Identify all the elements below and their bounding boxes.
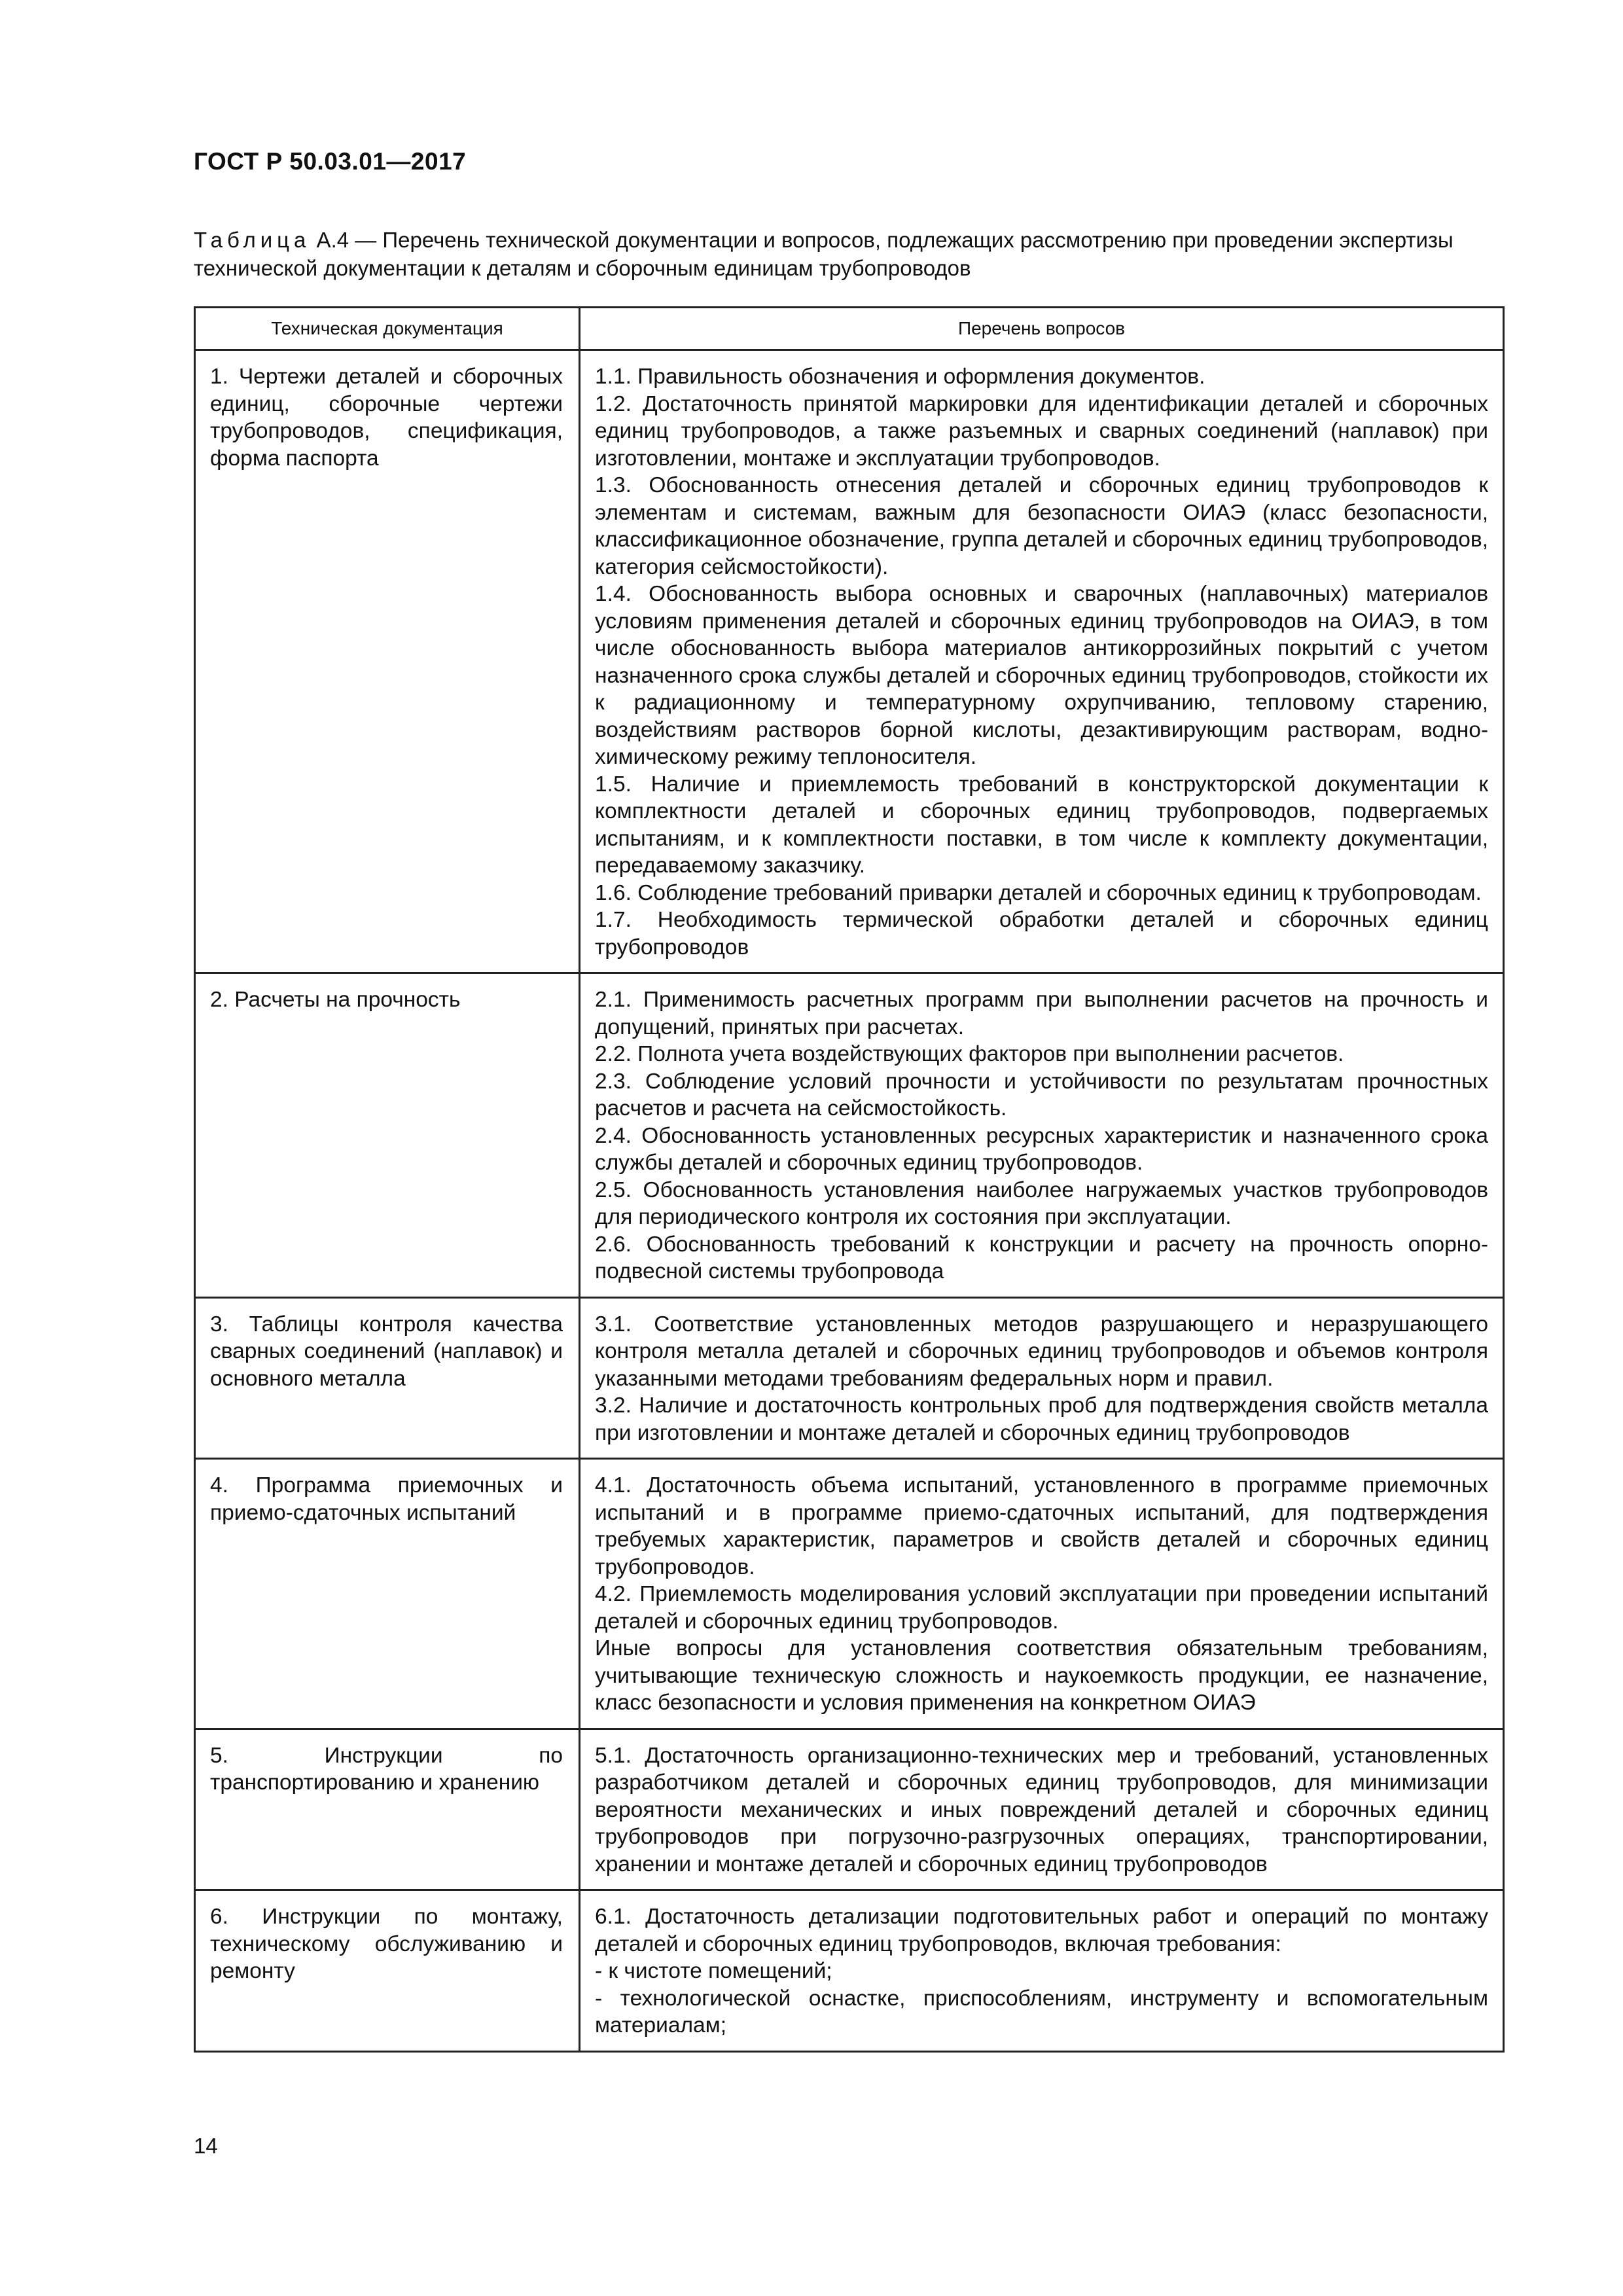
question-item: 1.1. Правильность обозначения и оформления документов. xyxy=(595,365,1205,389)
column-header-documentation: Техническая документация xyxy=(195,308,580,350)
question-item: 1.7. Необходимость термической обработки деталей и сборочных единиц трубопроводов xyxy=(595,908,1488,960)
question-item: 2.5. Обоснованность установления наиболее нагружаемых участков трубопроводов для периодического контроля их состояния при эксплуатации. xyxy=(595,1177,1488,1229)
documentation-cell: 4. Программа приемочных и приемо-сдаточных испытаний xyxy=(195,1459,580,1729)
question-item: 2.4. Обоснованность установленных ресурсных характеристик и назначенного срока службы деталей и сборочных единиц трубопроводов. xyxy=(595,1123,1488,1175)
question-item: 4.1. Достаточность объема испытаний, установленного в программе приемочных испытаний и в программе приемо-сдаточных испытаний, для подтверждения требуемых характеристик, параметров и свойств деталей и сборочных единиц трубопроводов. xyxy=(595,1473,1488,1579)
questions-cell xyxy=(580,1297,1504,1459)
documentation-cell: 2. Расчеты на прочность xyxy=(195,973,580,1298)
table-caption-label: Таблица xyxy=(194,228,311,252)
question-item: 2.1. Применимость расчетных программ при выполнении расчетов на прочность и допущений, принятых при расчетах. xyxy=(595,988,1488,1039)
table-row xyxy=(195,1459,1504,1729)
documentation-cell: 5. Инструкции по транспортированию и хранению xyxy=(195,1729,580,1890)
column-header-questions: Перечень вопросов xyxy=(580,308,1504,350)
table-row xyxy=(195,973,1504,1298)
table-row xyxy=(195,1729,1504,1890)
questions-cell xyxy=(580,973,1504,1298)
question-item: 2.6. Обоснованность требований к конструкции и расчету на прочность опорно-подвесной системы трубопровода xyxy=(595,1232,1488,1283)
table-caption-text: А.4 — Перечень технической документации и вопросов, подлежащих рассмотрению при проведении экспертизы технической документации к деталям и сборочным единицам трубопроводов xyxy=(194,228,1454,280)
documentation-table xyxy=(194,306,1505,2053)
question-item: 5.1. Достаточность организационно-технических мер и требований, установленных разработчиком деталей и сборочных единиц трубопроводов, для минимизации вероятности механических и иных повреждений деталей и сборочных единиц трубопроводов при погрузочно-разгрузочных операциях, транспортировании, хранении и монтаже деталей и сборочных единиц трубопроводов xyxy=(595,1743,1488,1876)
questions-cell xyxy=(580,1729,1504,1890)
question-item: 1.5. Наличие и приемлемость требований в конструкторской документации к комплектности деталей и сборочных единиц трубопроводов, подвергаемых испытаниям, и к комплектности поставки, в том числе к комплекту документации, передаваемому заказчику. xyxy=(595,772,1488,878)
page-number: 14 xyxy=(194,2134,218,2158)
question-item: 1.6. Соблюдение требований приварки деталей и сборочных единиц к трубопроводам. xyxy=(595,880,1482,905)
question-item: 3.2. Наличие и достаточность контрольных проб для подтверждения свойств металла при изготовлении и монтаже деталей и сборочных единиц трубопроводов xyxy=(595,1393,1488,1445)
documentation-cell: 1. Чертежи деталей и сборочных единиц, сборочные чертежи трубопроводов, спецификация, форма паспорта xyxy=(195,350,580,973)
question-item: 4.2. Приемлемость моделирования условий эксплуатации при проведении испытаний деталей и сборочных единиц трубопроводов. xyxy=(595,1582,1488,1634)
table-row xyxy=(195,1890,1504,2052)
table-header-row xyxy=(195,308,1504,350)
question-item: 1.2. Достаточность принятой маркировки для идентификации деталей и сборочных единиц трубопроводов, а также разъемных и сварных соединений (наплавок) при изготовлении, монтаже и эксплуатации трубопроводов. xyxy=(595,391,1488,471)
table-row xyxy=(195,350,1504,973)
question-item: 1.4. Обоснованность выбора основных и сварочных (наплавочных) материалов условиям применения деталей и сборочных единиц трубопроводов на ОИАЭ, в том числе обоснованность выбора материалов антикоррозийных покрытий с учетом назначенного срока службы деталей и сборочных единиц трубопроводов, стойкости их к радиационному и температурному охрупчиванию, тепловому старению, воздействиям растворов борной кислоты, дезактивирующим растворам, водно-химическому режиму теплоносителя. xyxy=(595,582,1488,769)
question-item: 3.1. Соответствие установленных методов разрушающего и неразрушающего контроля металла деталей и сборочных единиц трубопроводов и объемов контроля указанными методами требованиям федеральных норм и правил. xyxy=(595,1312,1488,1391)
question-item: 1.3. Обоснованность отнесения деталей и сборочных единиц трубопроводов к элементам и системам, важным для безопасности ОИАЭ (класс безопасности, классификационное обозначение, группа деталей и сборочных единиц трубопроводов, категория сейсмостойкости). xyxy=(595,473,1488,579)
question-item: 6.1. Достаточность детализации подготовительных работ и операций по монтажу деталей и сборочных единиц трубопроводов, включая требования: xyxy=(595,1905,1488,1956)
question-item: - к чистоте помещений; xyxy=(595,1959,832,1983)
table-caption xyxy=(194,226,1503,282)
document-code-header: ГОСТ Р 50.03.01—2017 xyxy=(194,148,467,175)
questions-cell xyxy=(580,350,1504,973)
questions-cell xyxy=(580,1890,1504,2052)
table-row xyxy=(195,1297,1504,1459)
documentation-cell: 6. Инструкции по монтажу, техническому обслуживанию и ремонту xyxy=(195,1890,580,2052)
question-item: Иные вопросы для установления соответствия обязательным требованиям, учитывающие техническую сложность и наукоемкость продукции, ее назначение, класс безопасности и условия применения на конкретном ОИАЭ xyxy=(595,1636,1488,1715)
question-item: 2.3. Соблюдение условий прочности и устойчивости по результатам прочностных расчетов и расчета на сейсмостойкость. xyxy=(595,1069,1488,1121)
question-item: - технологической оснастке, приспособлениям, инструменту и вспомогательным материалам; xyxy=(595,1986,1488,2037)
question-item: 2.2. Полнота учета воздействующих факторов при выполнении расчетов. xyxy=(595,1042,1344,1066)
questions-cell xyxy=(580,1459,1504,1729)
documentation-cell: 3. Таблицы контроля качества сварных соединений (наплавок) и основного металла xyxy=(195,1297,580,1459)
